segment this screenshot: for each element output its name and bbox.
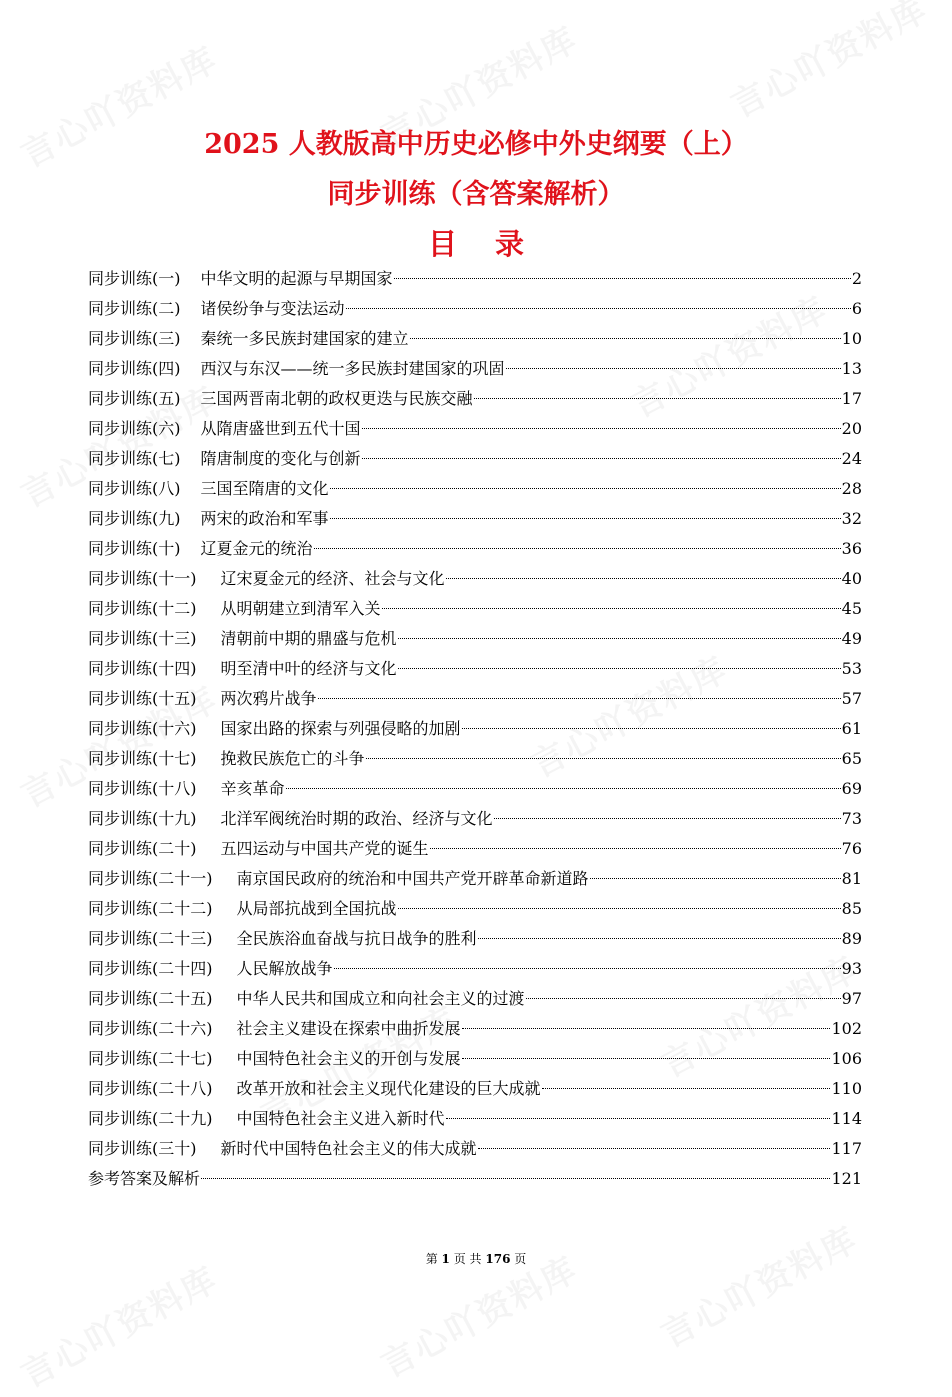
toc-heading: 目 录 — [427, 227, 539, 261]
toc-entry-page: 32 — [841, 509, 862, 528]
toc-entry[interactable] — [88, 504, 862, 534]
toc-entry-title: 国家出路的探索与列强侵略的加剧 — [220, 719, 461, 738]
toc-entry-label: 同步训练(十九) — [88, 809, 197, 828]
toc-entry-page: 121 — [831, 1169, 862, 1188]
toc-leader-dots — [462, 727, 841, 729]
toc-entry-label: 同步训练(二十二) — [88, 899, 213, 918]
toc-entry-page: 61 — [841, 719, 862, 738]
footer-suffix: 页 — [514, 1252, 527, 1266]
toc-leader-dots — [462, 1027, 831, 1029]
toc-entry-page: 85 — [841, 899, 862, 918]
toc-leader-dots — [346, 307, 851, 309]
toc-entry-title: 五四运动与中国共产党的诞生 — [220, 839, 429, 858]
toc-entry-title: 新时代中国特色社会主义的伟大成就 — [220, 1139, 477, 1158]
toc-entry-page: 97 — [841, 989, 862, 1008]
toc-entry-page: 2 — [851, 269, 862, 288]
toc-entry-title: 社会主义建设在探索中曲折发展 — [236, 1019, 461, 1038]
toc-entry[interactable] — [88, 684, 862, 714]
toc-leader-dots — [506, 367, 841, 369]
toc-leader-dots — [382, 607, 841, 609]
toc-entry[interactable] — [88, 294, 862, 324]
toc-entry-title: 两次鸦片战争 — [220, 689, 317, 708]
toc-entry-title: 两宋的政治和军事 — [200, 509, 329, 528]
toc-entry-title: 中华人民共和国成立和向社会主义的过渡 — [236, 989, 525, 1008]
page-footer — [0, 1250, 952, 1267]
toc-leader-dots — [542, 1087, 831, 1089]
toc-entry[interactable] — [88, 1164, 862, 1194]
toc-entry[interactable] — [88, 714, 862, 744]
toc-entry-label: 同步训练(二十一) — [88, 869, 213, 888]
toc-entry-title: 明至清中叶的经济与文化 — [220, 659, 397, 678]
toc-leader-dots — [398, 907, 841, 909]
watermark-text — [651, 1212, 865, 1357]
toc-leader-dots — [362, 457, 841, 459]
toc-entry-label: 同步训练(七) — [88, 449, 181, 468]
toc-entry-page: 36 — [841, 539, 862, 558]
toc-entry-title: 辛亥革命 — [220, 779, 285, 798]
toc-entry-title: 隋唐制度的变化与创新 — [200, 449, 361, 468]
toc-entry-title: 人民解放战争 — [236, 959, 333, 978]
toc-entry-title: 中国特色社会主义进入新时代 — [236, 1109, 445, 1128]
toc-leader-dots — [478, 1147, 831, 1149]
toc-entry-title: 辽夏金元的统治 — [200, 539, 313, 558]
toc-entry[interactable] — [88, 1044, 862, 1074]
toc-entry-label: 同步训练(十五) — [88, 689, 197, 708]
toc-entry-page: 40 — [841, 569, 862, 588]
footer-middle: 页 共 — [453, 1252, 482, 1266]
toc-entry[interactable] — [88, 864, 862, 894]
toc-entry-label: 同步训练(三十) — [88, 1139, 197, 1158]
toc-entry-page: 106 — [831, 1049, 862, 1068]
toc-entry-page: 117 — [831, 1139, 862, 1158]
toc-leader-dots — [430, 847, 841, 849]
toc-entry-title: 从隋唐盛世到五代十国 — [200, 419, 361, 438]
toc-entry-label: 同步训练(二十五) — [88, 989, 213, 1008]
toc-entry-title: 诸侯纷争与变法运动 — [200, 299, 345, 318]
toc-entry[interactable] — [88, 1014, 862, 1044]
toc-entry-page: 13 — [841, 359, 862, 378]
toc-entry-page: 102 — [831, 1019, 862, 1038]
toc-entry-page: 81 — [841, 869, 862, 888]
toc-entry-page: 110 — [831, 1079, 862, 1098]
toc-entry-page: 20 — [841, 419, 862, 438]
toc-entry-title: 清朝前中期的鼎盛与危机 — [220, 629, 397, 648]
toc-entry-label: 同步训练(三) — [88, 329, 181, 348]
toc-entry-label: 同步训练(四) — [88, 359, 181, 378]
toc-leader-dots — [474, 397, 841, 399]
watermark-text — [721, 0, 935, 127]
toc-entry-title: 中国特色社会主义的开创与发展 — [236, 1049, 461, 1068]
toc-leader-dots — [334, 967, 841, 969]
toc-entry-page: 57 — [841, 689, 862, 708]
toc-leader-dots — [398, 667, 841, 669]
toc-leader-dots — [318, 697, 841, 699]
toc-entry-label: 同步训练(十) — [88, 539, 181, 558]
toc-entry-page: 10 — [841, 329, 862, 348]
toc-entry-title: 从明朝建立到清军入关 — [220, 599, 381, 618]
toc-entry-label: 同步训练(八) — [88, 479, 181, 498]
toc-entry-title: 从局部抗战到全国抗战 — [236, 899, 397, 918]
toc-entry[interactable] — [88, 564, 862, 594]
toc-entry-label: 同步训练(十六) — [88, 719, 197, 738]
toc-entry-label: 同步训练(十四) — [88, 659, 197, 678]
toc-entry-page: 53 — [841, 659, 862, 678]
toc-entry-page: 73 — [841, 809, 862, 828]
toc-entry-page: 65 — [841, 749, 862, 768]
toc-entry-title: 西汉与东汉——统一多民族封建国家的巩固 — [200, 359, 505, 378]
toc-entry-label: 同步训练(十一) — [88, 569, 197, 588]
toc-leader-dots — [398, 637, 841, 639]
toc-entry-label: 参考答案及解析 — [88, 1169, 201, 1188]
toc-entry[interactable] — [88, 444, 862, 474]
toc-leader-dots — [330, 487, 841, 489]
toc-leader-dots — [494, 817, 841, 819]
toc-entry-label: 同步训练(十七) — [88, 749, 197, 768]
toc-leader-dots — [314, 547, 841, 549]
toc-entry[interactable] — [88, 384, 862, 414]
toc-leader-dots — [410, 337, 841, 339]
toc-entry[interactable] — [88, 474, 862, 504]
toc-entry-title: 北洋军阀统治时期的政治、经济与文化 — [220, 809, 493, 828]
toc-entry[interactable] — [88, 804, 862, 834]
toc-entry-label: 同步训练(二十四) — [88, 959, 213, 978]
toc-entry[interactable] — [88, 624, 862, 654]
document-subtitle: 同步训练（含答案解析） — [327, 179, 625, 210]
toc-entry-title: 挽救民族危亡的斗争 — [220, 749, 365, 768]
table-of-contents — [88, 264, 862, 1194]
toc-entry-label: 同步训练(二十) — [88, 839, 197, 858]
toc-entry-label: 同步训练(一) — [88, 269, 181, 288]
toc-leader-dots — [478, 937, 841, 939]
toc-entry[interactable] — [88, 924, 862, 954]
toc-entry-page: 45 — [841, 599, 862, 618]
toc-leader-dots — [330, 517, 841, 519]
toc-entry[interactable] — [88, 594, 862, 624]
toc-leader-dots — [394, 277, 851, 279]
toc-leader-dots — [366, 757, 841, 759]
toc-entry[interactable] — [88, 1134, 862, 1164]
toc-entry-page: 6 — [851, 299, 862, 318]
toc-entry[interactable] — [88, 654, 862, 684]
toc-entry-label: 同步训练(二十六) — [88, 1019, 213, 1038]
footer-total-pages: 176 — [485, 1252, 511, 1266]
toc-entry-label: 同步训练(十二) — [88, 599, 197, 618]
toc-entry-title: 改革开放和社会主义现代化建设的巨大成就 — [236, 1079, 541, 1098]
toc-entry-title: 三国至隋唐的文化 — [200, 479, 329, 498]
toc-entry[interactable] — [88, 264, 862, 294]
toc-leader-dots — [526, 997, 841, 999]
toc-entry-page: 89 — [841, 929, 862, 948]
toc-leader-dots — [462, 1057, 831, 1059]
toc-entry-title: 秦统一多民族封建国家的建立 — [200, 329, 409, 348]
toc-entry-page: 93 — [841, 959, 862, 978]
toc-entry-label: 同步训练(十八) — [88, 779, 197, 798]
toc-entry-title: 南京国民政府的统治和中国共产党开辟革命新道路 — [236, 869, 589, 888]
toc-entry-label: 同步训练(二十三) — [88, 929, 213, 948]
toc-entry-label: 同步训练(二) — [88, 299, 181, 318]
toc-entry[interactable] — [88, 414, 862, 444]
toc-entry-page: 114 — [831, 1109, 862, 1128]
toc-entry[interactable] — [88, 984, 862, 1014]
toc-entry[interactable] — [88, 894, 862, 924]
toc-entry[interactable] — [88, 744, 862, 774]
toc-entry-page: 49 — [841, 629, 862, 648]
footer-prefix: 第 — [425, 1252, 438, 1266]
watermark-text — [11, 1252, 225, 1397]
toc-leader-dots — [286, 787, 841, 789]
toc-entry-title: 中华文明的起源与早期国家 — [200, 269, 393, 288]
toc-entry-label: 同步训练(六) — [88, 419, 181, 438]
toc-entry[interactable] — [88, 834, 862, 864]
toc-entry[interactable] — [88, 534, 862, 564]
toc-leader-dots — [446, 1117, 831, 1119]
toc-entry-page: 28 — [841, 479, 862, 498]
toc-entry-label: 同步训练(五) — [88, 389, 181, 408]
toc-entry-label: 同步训练(九) — [88, 509, 181, 528]
toc-entry[interactable] — [88, 1104, 862, 1134]
toc-entry-label: 同步训练(二十七) — [88, 1049, 213, 1068]
toc-entry[interactable] — [88, 774, 862, 804]
toc-entry-title: 辽宋夏金元的经济、社会与文化 — [220, 569, 445, 588]
footer-page-number: 1 — [441, 1252, 450, 1266]
toc-entry-label: 同步训练(十三) — [88, 629, 197, 648]
toc-entry[interactable] — [88, 324, 862, 354]
toc-entry-page: 69 — [841, 779, 862, 798]
toc-leader-dots — [590, 877, 841, 879]
toc-entry[interactable] — [88, 354, 862, 384]
toc-entry-title: 三国两晋南北朝的政权更迭与民族交融 — [200, 389, 473, 408]
toc-entry-page: 24 — [841, 449, 862, 468]
toc-entry[interactable] — [88, 954, 862, 984]
toc-leader-dots — [201, 1177, 830, 1179]
toc-entry-label: 同步训练(二十九) — [88, 1109, 213, 1128]
document-title: 2025 人教版高中历史必修中外史纲要（上） — [204, 129, 748, 160]
toc-entry-page: 76 — [841, 839, 862, 858]
toc-leader-dots — [446, 577, 841, 579]
toc-entry[interactable] — [88, 1074, 862, 1104]
toc-entry-page: 17 — [841, 389, 862, 408]
toc-entry-title: 全民族浴血奋战与抗日战争的胜利 — [236, 929, 477, 948]
toc-entry-label: 同步训练(二十八) — [88, 1079, 213, 1098]
toc-leader-dots — [362, 427, 841, 429]
